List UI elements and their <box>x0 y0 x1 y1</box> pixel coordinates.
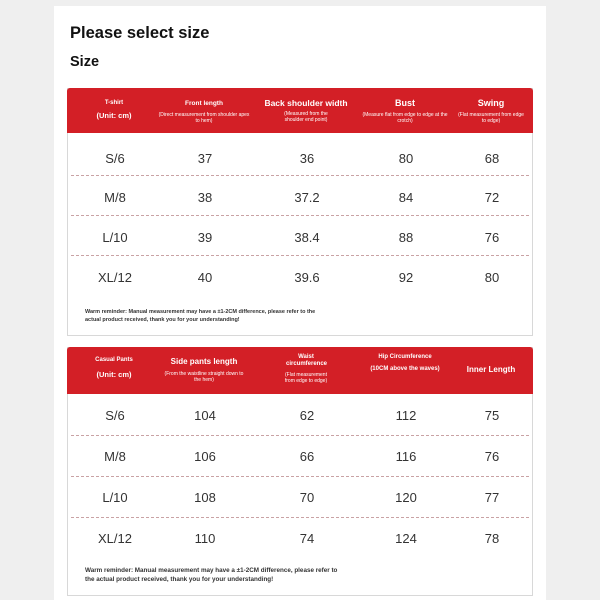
front-length-value: 38 <box>197 190 213 205</box>
tshirt-header-front-length: Front length (Direct measurement from shoulder apex to hem) <box>158 100 250 124</box>
front-length-value: 39 <box>197 230 213 245</box>
hip-value: 120 <box>395 490 417 505</box>
size-label: XL/12 <box>98 531 132 546</box>
pants-table-header <box>67 347 533 394</box>
pants-header-size: Casual Pants (Unit: cm) <box>95 357 133 379</box>
hip-value: 112 <box>395 408 417 423</box>
row-divider <box>71 435 529 436</box>
pants-size-table <box>67 347 533 596</box>
table-row <box>68 478 532 518</box>
inner-length-value: 75 <box>484 408 500 423</box>
size-label: L/10 <box>102 230 128 245</box>
warm-reminder-note: Warm reminder: Manual measurement may have a ±1-2CM difference, please refer to the actual product received, thank you for your understanding! <box>85 309 316 323</box>
size-chart-page <box>54 6 546 600</box>
front-length-value: 37 <box>197 151 213 166</box>
row-divider <box>71 175 529 176</box>
size-label: L/10 <box>102 490 128 505</box>
back-shoulder-value: 38.4 <box>294 230 320 245</box>
side-length-value: 106 <box>194 449 216 464</box>
inner-length-value: 78 <box>484 531 500 546</box>
inner-length-value: 76 <box>484 449 500 464</box>
waist-value: 70 <box>299 490 315 505</box>
table-row <box>68 396 532 436</box>
table-row <box>68 178 532 218</box>
row-divider <box>71 476 529 477</box>
swing-value: 68 <box>484 151 500 166</box>
table-row <box>68 139 532 179</box>
side-length-value: 104 <box>194 408 216 423</box>
size-label: M/8 <box>104 449 126 464</box>
waist-value: 74 <box>299 531 315 546</box>
swing-value: 76 <box>484 230 500 245</box>
tshirt-header-size: T-shirt (Unit: cm) <box>96 100 132 120</box>
hip-value: 116 <box>395 449 417 464</box>
pants-header-inner-length: Inner Length <box>466 365 516 374</box>
swing-value: 80 <box>484 270 500 285</box>
table-row <box>68 218 532 258</box>
tshirt-header-bust: Bust (Measure flat from edge to edge at the crotch) <box>362 98 448 124</box>
table-row <box>68 258 532 298</box>
size-label: M/8 <box>104 190 126 205</box>
warm-reminder-note: Warm reminder: Manual measurement may have a ±1-2CM difference, please refer to the actual product received, thank you for your understanding! <box>85 567 338 583</box>
inner-length-value: 77 <box>484 490 500 505</box>
side-length-value: 108 <box>194 490 216 505</box>
bust-value: 84 <box>398 190 414 205</box>
tshirt-header-back-shoulder-width: Back shoulder width (Measured from the shoulder end point) <box>264 98 348 123</box>
section-title: Size <box>70 54 100 70</box>
back-shoulder-value: 39.6 <box>294 270 320 285</box>
hip-value: 124 <box>395 531 417 546</box>
row-divider <box>71 255 529 256</box>
pants-header-waist: Waist circumference (Flat measurement from edge to edge) <box>284 354 328 384</box>
table-row <box>68 437 532 477</box>
back-shoulder-value: 36 <box>299 151 315 166</box>
table-row <box>68 519 532 559</box>
size-label: S/6 <box>105 408 125 423</box>
bust-value: 88 <box>398 230 414 245</box>
row-divider <box>71 215 529 216</box>
tshirt-table-header <box>67 88 533 133</box>
waist-value: 62 <box>299 408 315 423</box>
size-label: XL/12 <box>98 270 132 285</box>
side-length-value: 110 <box>194 531 216 546</box>
tshirt-size-table <box>67 88 533 336</box>
bust-value: 80 <box>398 151 414 166</box>
pants-header-hip: Hip Circumference (10CM above the waves) <box>370 354 440 372</box>
swing-value: 72 <box>484 190 500 205</box>
size-label: S/6 <box>105 151 125 166</box>
tshirt-header-swing: Swing (Flat measurement from edge to edge) <box>458 98 524 124</box>
back-shoulder-value: 37.2 <box>294 190 320 205</box>
pants-header-side-length: Side pants length (From the waistline straight down to the hem) <box>164 357 244 383</box>
waist-value: 66 <box>299 449 315 464</box>
front-length-value: 40 <box>197 270 213 285</box>
page-title: Please select size <box>70 24 210 42</box>
bust-value: 92 <box>398 270 414 285</box>
row-divider <box>71 517 529 518</box>
